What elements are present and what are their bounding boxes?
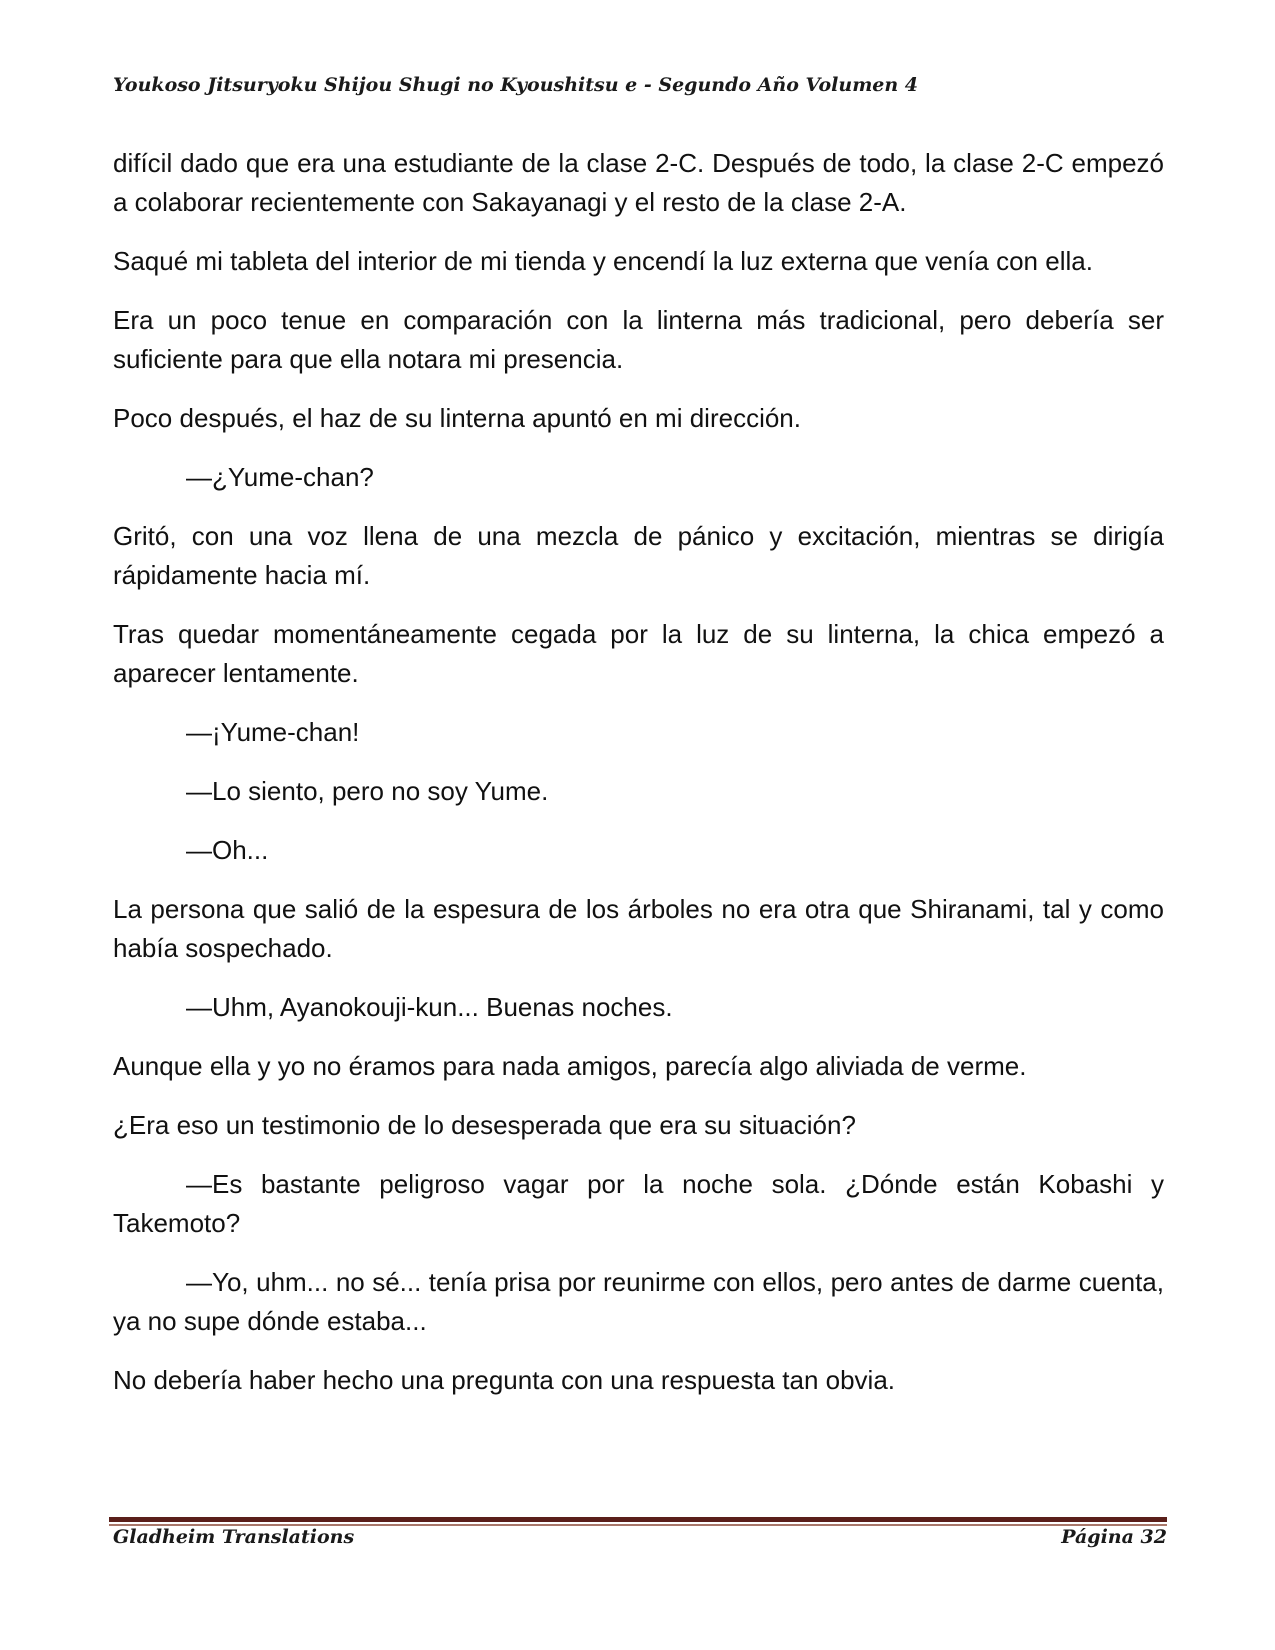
page-body bbox=[113, 144, 1164, 1420]
dialog-line: —Lo siento, pero no soy Yume. bbox=[186, 776, 549, 806]
paragraph: ¿Era eso un testimonio de lo desesperada que era su situación? bbox=[113, 1110, 856, 1140]
paragraph: Era un poco tenue en comparación con la linterna más tradicional, pero debería ser suficiente para que ella notara mi presencia. bbox=[113, 305, 1164, 374]
paragraph: Aunque ella y yo no éramos para nada amigos, parecía algo aliviada de verme. bbox=[113, 1051, 1027, 1081]
dialog-line: —¿Yume-chan? bbox=[186, 462, 374, 492]
paragraph: Gritó, con una voz llena de una mezcla de pánico y excitación, mientras se dirigía rápidamente hacia mí. bbox=[113, 521, 1164, 590]
paragraph: Poco después, el haz de su linterna apuntó en mi dirección. bbox=[113, 403, 801, 433]
paragraph: difícil dado que era una estudiante de la clase 2-C. Después de todo, la clase 2-C empezó a colaborar recientemente con Sakayanagi y el resto de la clase 2-A. bbox=[113, 148, 1164, 217]
paragraph: Saqué mi tableta del interior de mi tienda y encendí la luz externa que venía con ella. bbox=[113, 246, 1093, 276]
page-footer bbox=[113, 1526, 1167, 1548]
dialog-line: —Uhm, Ayanokouji-kun... Buenas noches. bbox=[186, 992, 673, 1022]
dialog-line: —Oh... bbox=[186, 835, 269, 865]
dialog-line: —Es bastante peligroso vagar por la noche sola. ¿Dónde están Kobashi y Takemoto? bbox=[113, 1169, 1164, 1238]
paragraph: La persona que salió de la espesura de los árboles no era otra que Shiranami, tal y como había sospechado. bbox=[113, 894, 1164, 963]
paragraph: No debería haber hecho una pregunta con una respuesta tan obvia. bbox=[113, 1365, 896, 1395]
footer-credit: Gladheim Translations bbox=[113, 1526, 355, 1548]
dialog-line: —Yo, uhm... no sé... tenía prisa por reunirme con ellos, pero antes de darme cuenta, ya no supe dónde estaba... bbox=[113, 1267, 1164, 1336]
paragraph: Tras quedar momentáneamente cegada por la luz de su linterna, la chica empezó a aparecer lentamente. bbox=[113, 619, 1164, 688]
page-number: Página 32 bbox=[1061, 1526, 1167, 1548]
footer-divider bbox=[109, 1517, 1167, 1526]
dialog-line: —¡Yume-chan! bbox=[186, 717, 360, 747]
running-header: Youkoso Jitsuryoku Shijou Shugi no Kyoushitsu e - Segundo Año Volumen 4 bbox=[113, 74, 919, 96]
